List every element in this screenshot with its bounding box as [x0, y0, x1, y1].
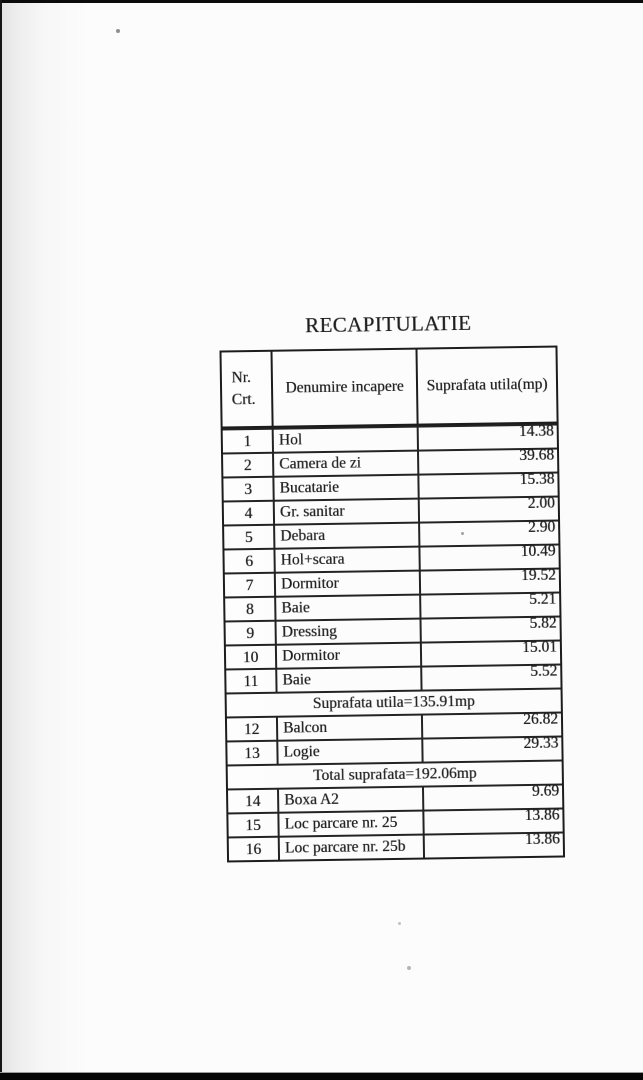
scan-speck	[398, 922, 401, 925]
scan-speck	[116, 29, 120, 33]
area-value-cell: 15.01	[420, 642, 560, 666]
scan-edge-top	[0, 0, 643, 3]
row-number-cell: 1	[243, 433, 252, 451]
room-name-cell: Balcon	[276, 716, 421, 740]
table-row	[228, 807, 562, 836]
row-number-cell: 6	[245, 553, 254, 571]
row-number-cell: 15	[245, 816, 261, 835]
room-name-cell: Dormitor	[274, 572, 419, 596]
area-value-cell: 5.52	[420, 666, 560, 690]
row-number-cell: 5	[244, 529, 253, 547]
room-name-cell: Loc parcare nr. 25b	[278, 836, 423, 860]
table-row	[225, 592, 559, 621]
row-number-cell: 14	[244, 792, 261, 811]
table-row	[224, 496, 558, 525]
row-number-cell: 9	[246, 625, 255, 643]
scan-speck	[407, 966, 411, 970]
row-number-cell: 8	[245, 601, 254, 619]
table-row	[227, 736, 561, 765]
area-value-cell: 5.21	[419, 594, 559, 618]
table-row	[226, 664, 560, 693]
room-name-cell: Gr. sanitar	[273, 500, 418, 524]
table-header-row	[222, 348, 557, 429]
table-row	[223, 472, 557, 501]
room-name-cell: Camera de zi	[272, 452, 417, 476]
table-row	[229, 831, 563, 860]
room-name-cell: Baie	[274, 596, 419, 620]
room-name-cell: Bucatarie	[272, 476, 417, 500]
area-value-cell: 5.82	[420, 618, 560, 642]
room-name-cell: Baie	[275, 668, 420, 692]
area-value-cell: 29.33	[421, 738, 561, 762]
row-number-cell: 7	[245, 577, 254, 595]
row-number-cell: 16	[245, 840, 262, 859]
area-value-cell: 13.86	[423, 833, 563, 857]
area-value-cell: 13.86	[422, 809, 562, 833]
area-value-cell: 10.49	[418, 546, 558, 570]
header-nr-crt: Nr. Crt.	[231, 368, 256, 409]
room-name-cell: Debara	[273, 524, 418, 548]
area-value-cell: 39.68	[417, 450, 557, 474]
table-row	[223, 448, 557, 477]
table-row	[225, 616, 559, 645]
room-name-cell: Hol+scara	[273, 548, 418, 572]
row-number-cell: 3	[244, 481, 253, 499]
area-value-cell: 9.69	[422, 786, 562, 810]
table-row	[225, 568, 559, 597]
row-number-cell: 2	[243, 457, 252, 475]
room-name-cell: Hol	[272, 428, 417, 452]
scan-edge-left	[0, 0, 2, 1080]
row-number-cell: 10	[242, 648, 259, 667]
area-value-cell: 2.90	[418, 522, 558, 546]
area-value-cell: 14.38	[417, 426, 557, 450]
row-number-cell: 11	[243, 672, 259, 691]
header-suprafata: Suprafata utila(mp)	[415, 348, 556, 424]
room-name-cell: Loc parcare nr. 25	[277, 812, 422, 836]
page-title: RECAPITULATIE	[304, 310, 472, 338]
scan-edge-bottom	[0, 1073, 643, 1080]
document-body	[219, 310, 565, 863]
area-value-cell: 26.82	[421, 714, 561, 738]
header-denumire: Denumire incapere	[271, 350, 417, 426]
table-row	[227, 712, 561, 741]
room-name-cell: Dressing	[275, 620, 420, 644]
table-row	[226, 640, 560, 669]
room-name-cell: Dormitor	[275, 644, 420, 668]
table-row	[224, 544, 558, 573]
room-name-cell: Boxa A2	[277, 788, 422, 812]
room-name-cell: Logie	[276, 740, 421, 764]
row-number-cell: 13	[244, 744, 260, 763]
row-number-cell: 4	[244, 505, 253, 523]
subtotal-row: Suprafata utila=135.91mp	[227, 688, 561, 717]
table-row	[224, 520, 558, 549]
area-value-cell: 2.00	[418, 498, 558, 522]
table-row	[223, 424, 557, 453]
recap-table	[219, 346, 565, 863]
row-number-cell: 12	[243, 720, 260, 739]
table-row	[228, 784, 562, 813]
area-value-cell: 15.38	[417, 474, 557, 498]
total-row: Total suprafata=192.06mp	[228, 760, 562, 789]
area-value-cell: 19.52	[419, 570, 559, 594]
